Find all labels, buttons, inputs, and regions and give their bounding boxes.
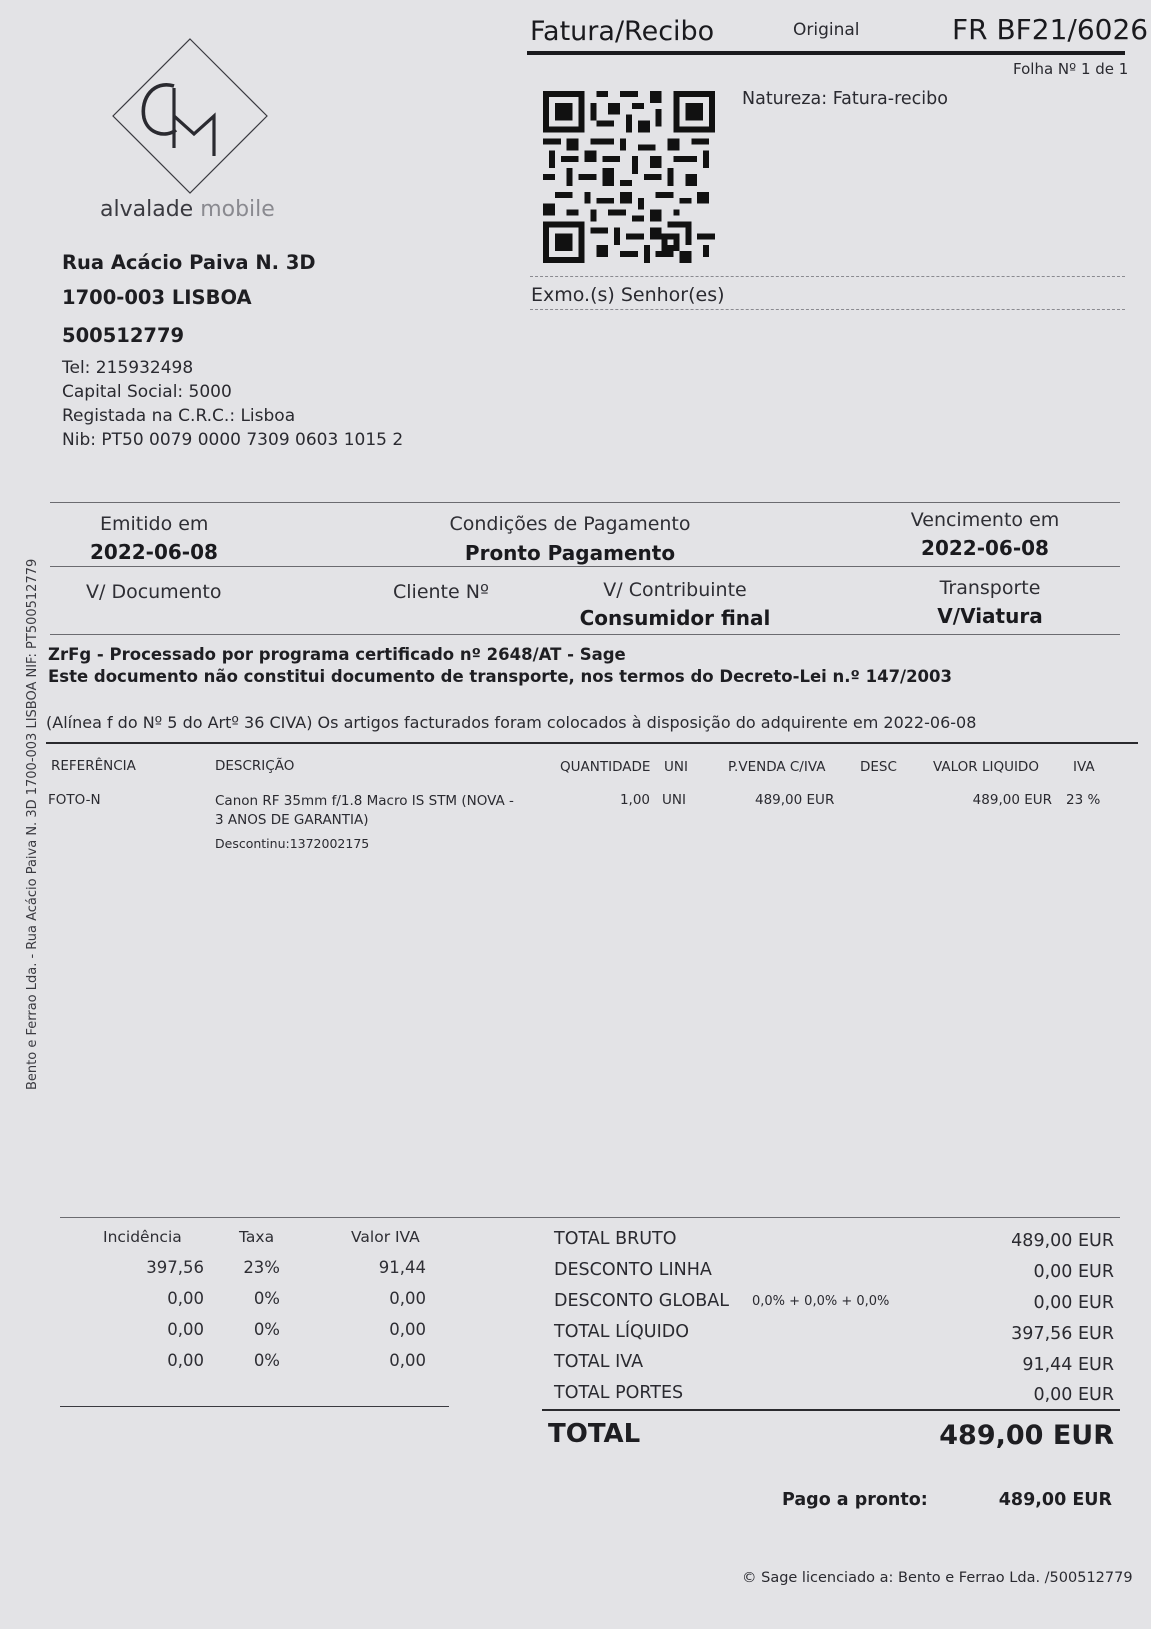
addressee-rule-top	[530, 276, 1125, 277]
payment-label: Condições de Pagamento	[449, 513, 691, 535]
total-gross-label: TOTAL BRUTO	[554, 1229, 677, 1249]
sheet-number: Folha Nº 1 de 1	[1013, 60, 1129, 78]
document-number: FR BF21/6026	[952, 13, 1149, 46]
global-discount-value: 0,00 EUR	[1033, 1293, 1114, 1313]
row-price: 489,00 EUR	[755, 792, 835, 808]
payment-value: Pronto Pagamento	[464, 541, 676, 565]
company-tel: Tel: 215932498	[62, 358, 194, 378]
row-description-line3: Descontinu:1372002175	[215, 836, 370, 851]
row-description-line1: Canon RF 35mm f/1.8 Macro IS STM (NOVA -	[215, 793, 514, 809]
vat-incidence: 0,00	[167, 1289, 204, 1308]
row-reference: FOTO-N	[48, 792, 101, 808]
paid-value: 489,00 EUR	[998, 1490, 1112, 1510]
addressee-rule-bottom	[530, 309, 1125, 310]
col-header-vat: IVA	[1073, 759, 1095, 775]
row-vat: 23 %	[1066, 792, 1101, 808]
vat-rate: 0%	[253, 1289, 280, 1308]
vat-value: 0,00	[389, 1289, 426, 1308]
company-city: 1700-003 LISBOA	[62, 286, 252, 309]
vat-header-rate: Taxa	[239, 1228, 275, 1246]
addressee-label: Exmo.(s) Senhor(es)	[531, 284, 725, 306]
due-value: 2022-06-08	[921, 536, 1049, 560]
total-net-label: TOTAL LÍQUIDO	[554, 1322, 689, 1342]
grand-total-value: 489,00 EUR	[939, 1420, 1114, 1451]
issued-label: Emitido em	[100, 513, 209, 535]
brand-name	[100, 197, 275, 222]
col-header-reference: REFERÊNCIA	[51, 758, 136, 774]
company-registry: Registada na C.R.C.: Lisboa	[62, 406, 296, 426]
vat-header-incidence: Incidência	[103, 1228, 182, 1246]
header-rule	[527, 51, 1125, 55]
col-header-net-value: VALOR LIQUIDO	[933, 759, 1039, 775]
transport-value: V/Viatura	[937, 604, 1043, 628]
vat-incidence: 0,00	[167, 1351, 204, 1370]
row-quantity: 1,00	[619, 792, 650, 808]
meta-rule-1	[50, 502, 1120, 503]
row-unit: UNI	[662, 792, 686, 808]
vat-incidence: 397,56	[146, 1258, 204, 1277]
col-header-description: DESCRIÇÃO	[215, 758, 295, 774]
meta-rule-3	[50, 634, 1120, 635]
your-document-label: V/ Documento	[86, 581, 222, 603]
total-net-value: 397,56 EUR	[1011, 1324, 1114, 1344]
vat-value: 0,00	[389, 1351, 426, 1370]
client-number-label: Cliente Nº	[393, 581, 489, 603]
total-shipping-value: 0,00 EUR	[1033, 1385, 1114, 1405]
company-nib: Nib: PT50 0079 0000 7309 0603 1015 2	[62, 430, 404, 450]
paid-label: Pago a pronto:	[782, 1490, 928, 1510]
copy-label: Original	[793, 20, 860, 40]
brand-name-part1: alvalade	[100, 197, 194, 222]
side-company-text: Bento e Ferrao Lda. - Rua Acácio Paiva N. 3D 1700-003 LISBOA NIF: PT500512779	[25, 558, 40, 1090]
vat-bottom-rule	[60, 1406, 449, 1407]
totals-rule	[542, 1409, 1120, 1411]
summary-top-rule	[60, 1217, 1120, 1218]
company-street: Rua Acácio Paiva N. 3D	[62, 251, 316, 274]
footer-license: © Sage licenciado a: Bento e Ferrao Lda. /500512779	[742, 1570, 1133, 1586]
meta-rule-2	[50, 566, 1120, 567]
col-header-price: P.VENDA C/IVA	[728, 759, 826, 775]
total-shipping-label: TOTAL PORTES	[554, 1383, 684, 1403]
vat-rate: 0%	[253, 1351, 280, 1370]
transport-note: Este documento não constitui documento de transporte, nos termos do Decreto-Lei n.º 147/2003	[48, 667, 953, 686]
qr-code	[543, 91, 715, 263]
vat-rate: 0%	[253, 1320, 280, 1339]
col-header-quantity: QUANTIDADE	[560, 759, 651, 775]
row-net-value: 489,00 EUR	[972, 792, 1052, 808]
due-label: Vencimento em	[910, 509, 1060, 531]
brand-name-part2: mobile	[200, 197, 275, 222]
company-capital: Capital Social: 5000	[62, 382, 232, 402]
col-header-discount: DESC	[860, 759, 897, 775]
taxpayer-label: V/ Contribuinte	[603, 579, 747, 601]
transport-label: Transporte	[939, 577, 1041, 599]
vat-incidence: 0,00	[167, 1320, 204, 1339]
civa-note: (Alínea f do Nº 5 do Artº 36 CIVA) Os artigos facturados foram colocados à disposição do adquirente em 2022-06-08	[46, 713, 977, 732]
vat-rate: 23%	[243, 1258, 280, 1277]
total-vat-value: 91,44 EUR	[1022, 1355, 1114, 1375]
document-type: Fatura/Recibo	[530, 16, 715, 47]
row-description-line2: 3 ANOS DE GARANTIA)	[215, 812, 369, 828]
global-discount-label: DESCONTO GLOBAL	[554, 1291, 729, 1311]
grand-total-label: TOTAL	[548, 1419, 641, 1449]
table-top-rule	[46, 742, 1138, 744]
company-nif: 500512779	[62, 324, 185, 347]
company-logo	[110, 36, 270, 196]
total-vat-label: TOTAL IVA	[554, 1352, 644, 1372]
total-gross-value: 489,00 EUR	[1011, 1231, 1114, 1251]
vat-value: 0,00	[389, 1320, 426, 1339]
line-discount-value: 0,00 EUR	[1033, 1262, 1114, 1282]
vat-header-value: Valor IVA	[351, 1228, 420, 1246]
vat-value: 91,44	[378, 1258, 426, 1277]
issued-value: 2022-06-08	[90, 540, 218, 564]
global-discount-detail: 0,0% + 0,0% + 0,0%	[752, 1294, 890, 1309]
document-nature: Natureza: Fatura-recibo	[742, 89, 948, 109]
certified-note: ZrFg - Processado por programa certificado nº 2648/AT - Sage	[48, 645, 626, 664]
col-header-unit: UNI	[664, 759, 688, 775]
taxpayer-value: Consumidor final	[579, 606, 771, 630]
line-discount-label: DESCONTO LINHA	[554, 1260, 712, 1280]
